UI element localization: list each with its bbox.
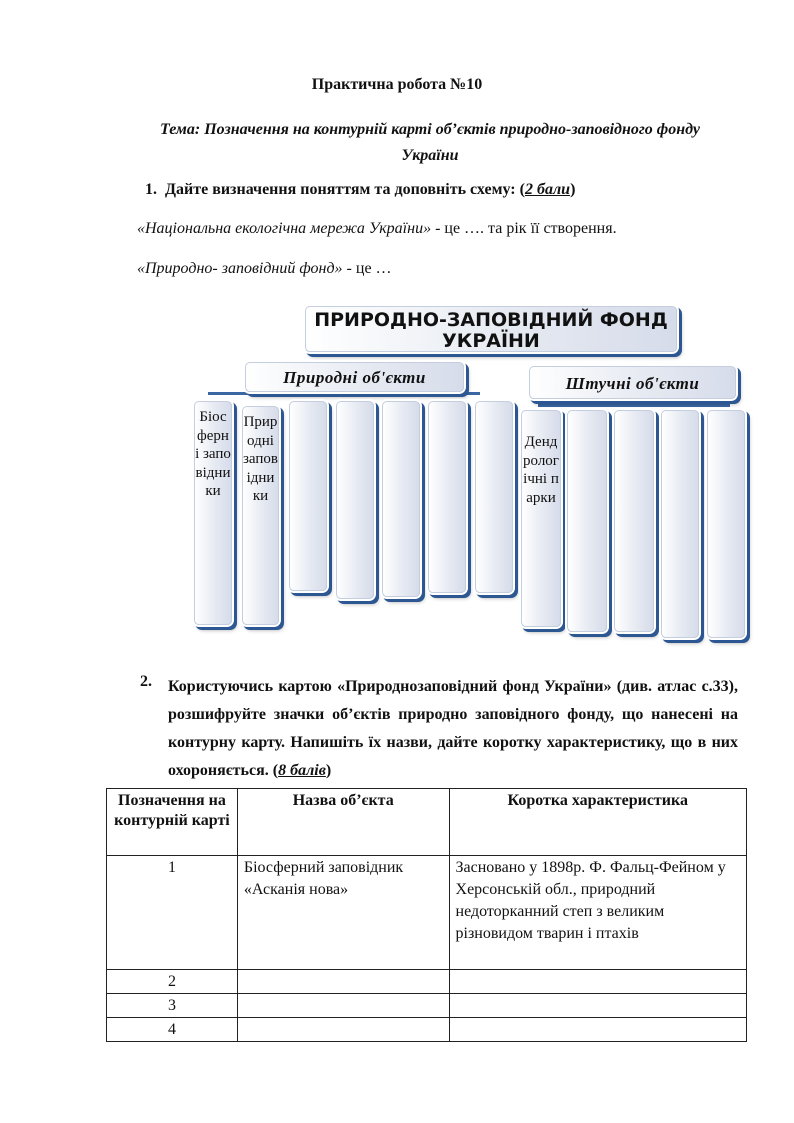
natural-item-box	[336, 401, 374, 599]
natural-objects-header	[245, 362, 464, 392]
table-cell-number: 3	[107, 994, 238, 1018]
artificial-objects-header	[529, 366, 736, 399]
artificial-item-box: Дендрологічні парки	[521, 410, 561, 627]
table-row	[107, 1018, 747, 1042]
main-header-box	[305, 306, 677, 352]
definition-1-term: «Національна екологічна мережа України»	[137, 220, 432, 237]
question-2-body: Користуючись картою «Природнозаповідний фонд України» (див. атлас с.33), розшифруйте значки об’єктів природно заповідного фонду, що нанесені на контурну карту. Напишіть їх назви, дайте коротку характеристику, що в них охороняється. (8 балів)	[168, 678, 738, 779]
table-cell-number: 1	[107, 856, 238, 970]
natural-item-box	[289, 401, 327, 591]
question-1-points: 2 бали	[524, 181, 571, 198]
column-header: Коротка характеристика	[449, 789, 746, 856]
question-1: 1. Дайте визначення поняттям та доповніть схему: (2 бали)	[145, 181, 576, 198]
question-2-number: 2.	[140, 673, 152, 690]
definition-2-rest: - це …	[342, 260, 392, 277]
artificial-item-box	[567, 410, 607, 632]
page-title: Практична робота №10	[311, 76, 483, 93]
artificial-item-box	[707, 410, 745, 638]
table-cell-description: Засновано у 1898р. Ф. Фальц-Фейном у Херсонській обл., природний недоторканний степ з великим різновидом тварин і птахів	[449, 856, 746, 970]
natural-item-box	[382, 401, 420, 597]
natural-item-box	[475, 401, 513, 593]
natural-objects-label: Природні об'єкти	[283, 368, 426, 387]
column-header: Позначення на контурній карті	[107, 789, 238, 856]
table-cell-number: 2	[107, 970, 238, 994]
table-cell-name	[237, 1018, 449, 1042]
table-cell-name	[237, 994, 449, 1018]
definition-1	[137, 220, 617, 238]
connector-main	[355, 352, 633, 356]
objects-table	[106, 788, 747, 1042]
definition-2	[137, 260, 392, 278]
definition-2-term: «Природно- заповідний фонд»	[137, 260, 343, 277]
artificial-item-box	[614, 410, 654, 632]
natural-item-box	[428, 401, 466, 593]
question-1-text: Дайте визначення поняттям та доповніть схему:	[165, 181, 516, 198]
question-2-text: Користуючись картою «Природнозаповідний фонд України» (див. атлас с.33), розшифруйте значки об’єктів природно заповідного фонду, що нанесені на контурну карту. Напишіть їх назви, дайте коротку характеристику, що в них охороняється.	[168, 678, 738, 779]
table-cell-name: Біосферний заповідник «Асканія нова»	[237, 856, 449, 970]
artificial-item-box	[661, 410, 699, 638]
table-cell-description	[449, 970, 746, 994]
artificial-objects-label: Штучні об'єкти	[565, 374, 700, 393]
natural-item-box: Біосферні заповідники	[194, 401, 232, 625]
topic-text: Тема: Позначення на контурній карті об’єктів природно-заповідного фонду України	[160, 121, 700, 164]
table-header-row	[107, 789, 747, 856]
table-cell-number: 4	[107, 1018, 238, 1042]
question-2-points: 8 балів	[278, 762, 326, 779]
definition-1-rest: - це …. та рік її створення.	[431, 220, 617, 237]
table-cell-description	[449, 1018, 746, 1042]
table-cell-name	[237, 970, 449, 994]
main-header-text: ПРИРОДНО-ЗАПОВІДНИЙ ФОНД УКРАЇНИ	[314, 309, 668, 352]
table-row	[107, 970, 747, 994]
question-1-number: 1.	[145, 181, 157, 198]
table-row	[107, 856, 747, 970]
natural-item-box: Природні заповідники	[242, 406, 279, 625]
table-row	[107, 994, 747, 1018]
connector-artificial	[538, 404, 730, 407]
column-header: Назва об’єкта	[237, 789, 449, 856]
table-cell-description	[449, 994, 746, 1018]
